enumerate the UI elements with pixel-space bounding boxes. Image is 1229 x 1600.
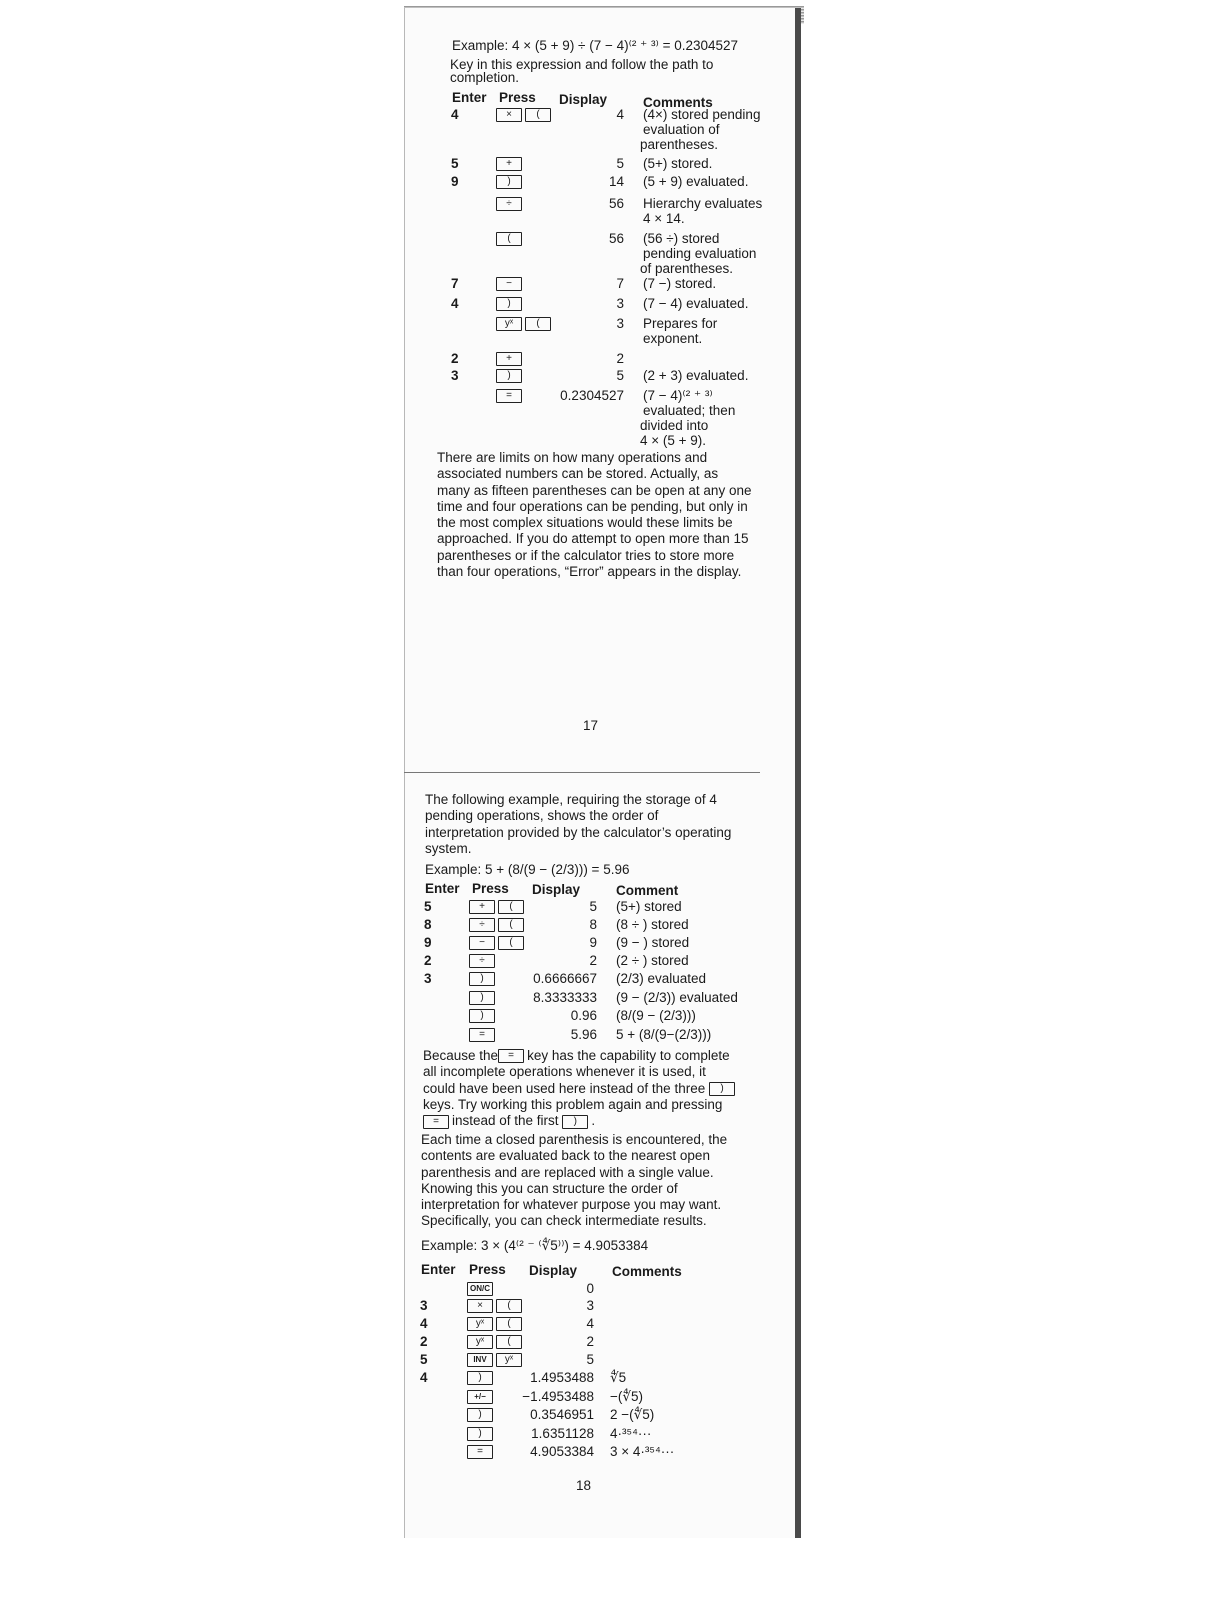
enter-value: 9 xyxy=(451,174,459,189)
paragraph-line: There are limits on how many operations and xyxy=(437,450,708,465)
paragraph-line xyxy=(423,1113,738,1129)
display-value: 14 xyxy=(608,174,624,189)
comment-text: (7 − 4) evaluated. xyxy=(643,296,749,311)
power-key-icon: yˣ xyxy=(467,1317,493,1331)
limits-paragraph xyxy=(437,450,751,580)
enter-value: 7 xyxy=(451,276,459,291)
divide-key-icon: ÷ xyxy=(469,954,495,968)
comment-text: Prepares for xyxy=(643,316,718,331)
enter-value: 3 xyxy=(420,1298,428,1313)
display-value: 5 xyxy=(589,899,597,914)
display-value: 0.6666667 xyxy=(533,971,597,986)
page-separator xyxy=(404,772,760,773)
close-paren-key-icon: ) xyxy=(709,1082,735,1096)
enter-value: 2 xyxy=(424,953,432,968)
display-value: 0.3546951 xyxy=(530,1407,594,1422)
example-heading: Example: 5 + (8/(9 − (2/3))) = 5.96 xyxy=(425,862,630,877)
display-value: 7 xyxy=(616,276,624,291)
paragraph-line: The following example, requiring the storage of 4 xyxy=(425,792,717,807)
enter-value: 2 xyxy=(451,351,459,366)
paragraph-line: parentheses or if the calculator tries to store more xyxy=(437,547,735,563)
equals-key-icon: = xyxy=(496,389,522,403)
comment-text: (2/3) evaluated xyxy=(616,971,707,986)
display-value: 5 xyxy=(616,368,624,383)
enter-value: 3 xyxy=(451,368,459,383)
open-paren-key-icon: ( xyxy=(496,232,522,246)
text-run: key has the capability to complete xyxy=(527,1048,730,1063)
display-value: 9 xyxy=(589,935,597,950)
paragraph-line: pending operations, shows the order of xyxy=(425,808,659,824)
display-value: 56 xyxy=(608,196,624,211)
text-run: Because the xyxy=(423,1048,499,1063)
header-enter: Enter xyxy=(425,881,460,896)
header-display: Display xyxy=(532,882,581,897)
paragraph-line: contents are evaluated back to the nearest open xyxy=(421,1148,710,1164)
enter-value: 8 xyxy=(424,917,432,932)
display-value: 1.4953488 xyxy=(530,1370,594,1385)
display-value: 4 xyxy=(616,107,624,122)
text-run: could have been used here instead of the three xyxy=(423,1080,706,1096)
comment-text: (8/(9 − (2/3))) xyxy=(616,1008,696,1023)
paragraph-line: than four operations, “Error” appears in the display. xyxy=(437,564,742,580)
paragraph-line: all incomplete operations whenever it is used, it xyxy=(423,1064,706,1080)
comment-text: Hierarchy evaluates xyxy=(643,196,763,211)
comment-text: divided into xyxy=(640,418,709,433)
display-value: 8 xyxy=(589,917,597,932)
paragraph-line xyxy=(423,1081,738,1097)
page-number: 18 xyxy=(576,1478,592,1493)
inverse-key-icon: INV xyxy=(467,1353,493,1367)
display-value: 5 xyxy=(586,1352,594,1367)
close-paren-key-icon: ) xyxy=(469,972,495,986)
comment-text: (2 ÷ ) stored xyxy=(616,953,689,968)
comment-text: (5+) stored xyxy=(616,899,682,914)
minus-key-icon: − xyxy=(496,277,522,291)
intro-line: Key in this expression and follow the path to xyxy=(450,57,714,72)
display-value: 56 xyxy=(608,231,624,246)
paragraph-line: interpretation for whatever purpose you may want. xyxy=(421,1197,722,1213)
paragraph-line: Each time a closed parenthesis is encountered, the xyxy=(421,1132,728,1147)
paragraph-line: parenthesis and are replaced with a single value. xyxy=(421,1164,714,1180)
enter-value: 4 xyxy=(451,107,459,122)
comment-text: (2 + 3) evaluated. xyxy=(643,368,749,383)
header-display: Display xyxy=(559,92,608,107)
paragraph-line: interpretation provided by the calculator’s operating xyxy=(425,824,732,840)
parenthesis-paragraph xyxy=(421,1132,727,1230)
header-enter: Enter xyxy=(452,90,487,105)
display-value: 0.96 xyxy=(570,1008,597,1023)
paragraph-line xyxy=(423,1048,738,1064)
comment-text: (5+) stored. xyxy=(643,156,713,171)
close-paren-key-icon: ) xyxy=(496,297,522,311)
open-paren-key-icon: ( xyxy=(525,108,551,122)
comment-text: 4 × (5 + 9). xyxy=(640,433,707,448)
comment-text: 4 × 14. xyxy=(643,211,685,226)
comment-text: (7 − 4)⁽² ⁺ ³⁾ xyxy=(643,388,713,403)
display-value: 4 xyxy=(586,1316,594,1331)
open-paren-key-icon: ( xyxy=(496,1317,522,1331)
header-press: Press xyxy=(469,1262,506,1277)
paragraph-line: associated numbers can be stored. Actually, as xyxy=(437,466,719,482)
example-heading: Example: 3 × (4⁽² ⁻ ⁽∜5⁾⁾) = 4.9053384 xyxy=(421,1238,649,1253)
enter-value: 4 xyxy=(420,1370,428,1385)
close-paren-key-icon: ) xyxy=(496,369,522,383)
comment-text: (5 + 9) evaluated. xyxy=(643,174,749,189)
open-paren-key-icon: ( xyxy=(498,936,524,950)
comment-text: −(∜5) xyxy=(610,1389,643,1404)
comment-text: evaluated; then xyxy=(643,403,736,418)
intro-line: completion. xyxy=(450,70,520,85)
header-display: Display xyxy=(529,1263,578,1278)
comment-text: (9 − ) stored xyxy=(616,935,690,950)
enter-value: 5 xyxy=(420,1352,428,1367)
times-key-icon: × xyxy=(467,1299,493,1313)
equals-key-icon: = xyxy=(498,1049,524,1063)
display-value: 0.2304527 xyxy=(560,388,624,403)
display-value: 8.3333333 xyxy=(533,990,597,1005)
comment-text: (7 −) stored. xyxy=(643,276,717,291)
plus-key-icon: + xyxy=(496,352,522,366)
display-value: 3 xyxy=(616,316,624,331)
enter-value: 5 xyxy=(451,156,459,171)
intro-paragraph xyxy=(425,792,731,857)
display-value: 4.9053384 xyxy=(530,1444,594,1459)
close-paren-key-icon: ) xyxy=(469,991,495,1005)
display-value: 2 xyxy=(586,1334,594,1349)
open-paren-key-icon: ( xyxy=(498,918,524,932)
enter-value: 4 xyxy=(451,296,459,311)
header-press: Press xyxy=(472,881,509,896)
enter-value: 3 xyxy=(424,971,432,986)
open-paren-key-icon: ( xyxy=(525,317,551,331)
paragraph-line: approached. If you do attempt to open more than 15 xyxy=(437,531,749,547)
power-key-icon: yˣ xyxy=(496,1353,522,1367)
comment-text: ∜5 xyxy=(610,1370,627,1385)
equals-key-icon: = xyxy=(469,1028,495,1042)
display-value: 3 xyxy=(586,1298,594,1313)
text-run: instead of the first xyxy=(452,1113,559,1129)
display-value: 2 xyxy=(616,351,624,366)
divide-key-icon: ÷ xyxy=(496,197,522,211)
display-value: 1.6351128 xyxy=(531,1426,594,1441)
equals-key-icon: = xyxy=(467,1445,493,1459)
close-paren-key-icon: ) xyxy=(467,1408,493,1422)
times-key-icon: × xyxy=(496,108,522,122)
header-comment: Comment xyxy=(616,883,679,898)
power-key-icon: yˣ xyxy=(496,317,522,331)
text-run: . xyxy=(591,1113,596,1129)
comment-text: (4×) stored pending xyxy=(643,107,761,122)
change-sign-key-icon: +/− xyxy=(467,1390,493,1404)
comment-text: 5 + (8/(9−(2/3))) xyxy=(616,1027,712,1042)
header-press: Press xyxy=(499,90,536,105)
page-number: 17 xyxy=(583,718,599,733)
equals-key-icon: = xyxy=(423,1115,449,1129)
close-paren-key-icon: ) xyxy=(469,1009,495,1023)
comment-text: (9 − (2/3)) evaluated xyxy=(616,990,738,1005)
paragraph-line: system. xyxy=(425,840,472,856)
enter-value: 4 xyxy=(420,1316,428,1331)
close-paren-key-icon: ) xyxy=(467,1427,493,1441)
display-value: −1.4953488 xyxy=(522,1389,594,1404)
open-paren-key-icon: ( xyxy=(496,1335,522,1349)
paragraph-line: keys. Try working this problem again and pressing xyxy=(423,1096,723,1112)
enter-value: 9 xyxy=(424,935,432,950)
header-comments: Comments xyxy=(643,95,713,110)
comment-text: parentheses. xyxy=(640,137,719,152)
paragraph-line: many as fifteen parentheses can be open at any one xyxy=(437,482,752,498)
paragraph-line: time and four operations can be pending, but only in xyxy=(437,498,748,514)
display-value: 3 xyxy=(616,296,624,311)
paragraph-line: Specifically, you can check intermediate results. xyxy=(421,1213,707,1229)
power-key-icon: yˣ xyxy=(467,1335,493,1349)
header-comments: Comments xyxy=(612,1264,682,1279)
paragraph-line: the most complex situations would these limits be xyxy=(437,515,733,531)
comment-text: (8 ÷ ) stored xyxy=(616,917,689,932)
display-value: 5.96 xyxy=(570,1027,597,1042)
comment-text: 3 × 4·³⁵⁴··· xyxy=(610,1444,675,1459)
example-heading: Example: 4 × (5 + 9) ÷ (7 − 4)⁽² ⁺ ³⁾ = 0.2304527 xyxy=(452,38,739,53)
display-value: 2 xyxy=(589,953,597,968)
enter-value: 5 xyxy=(424,899,432,914)
plus-key-icon: + xyxy=(496,157,522,171)
comment-text: (56 ÷) stored xyxy=(643,231,720,246)
close-paren-key-icon: ) xyxy=(496,175,522,189)
close-paren-key-icon: ) xyxy=(467,1371,493,1385)
comment-text: 4·³⁵⁴··· xyxy=(610,1426,652,1441)
close-paren-key-icon: ) xyxy=(562,1115,588,1129)
because-paragraph xyxy=(423,1048,738,1129)
enter-value: 2 xyxy=(420,1334,428,1349)
comment-text: of parentheses. xyxy=(640,261,734,276)
header-enter: Enter xyxy=(421,1262,456,1277)
divide-key-icon: ÷ xyxy=(469,918,495,932)
comment-text: pending evaluation xyxy=(643,246,757,261)
comment-text: 2 −(∜5) xyxy=(610,1407,655,1422)
open-paren-key-icon: ( xyxy=(496,1299,522,1313)
comment-text: exponent. xyxy=(643,331,703,346)
open-paren-key-icon: ( xyxy=(498,900,524,914)
display-value: 5 xyxy=(616,156,624,171)
on-clear-key-icon: ON/C xyxy=(467,1282,493,1296)
paragraph-line: Knowing this you can structure the order of xyxy=(421,1180,678,1196)
comment-text: evaluation of xyxy=(643,122,720,137)
plus-key-icon: + xyxy=(469,900,495,914)
display-value: 0 xyxy=(586,1281,594,1296)
minus-key-icon: − xyxy=(469,936,495,950)
